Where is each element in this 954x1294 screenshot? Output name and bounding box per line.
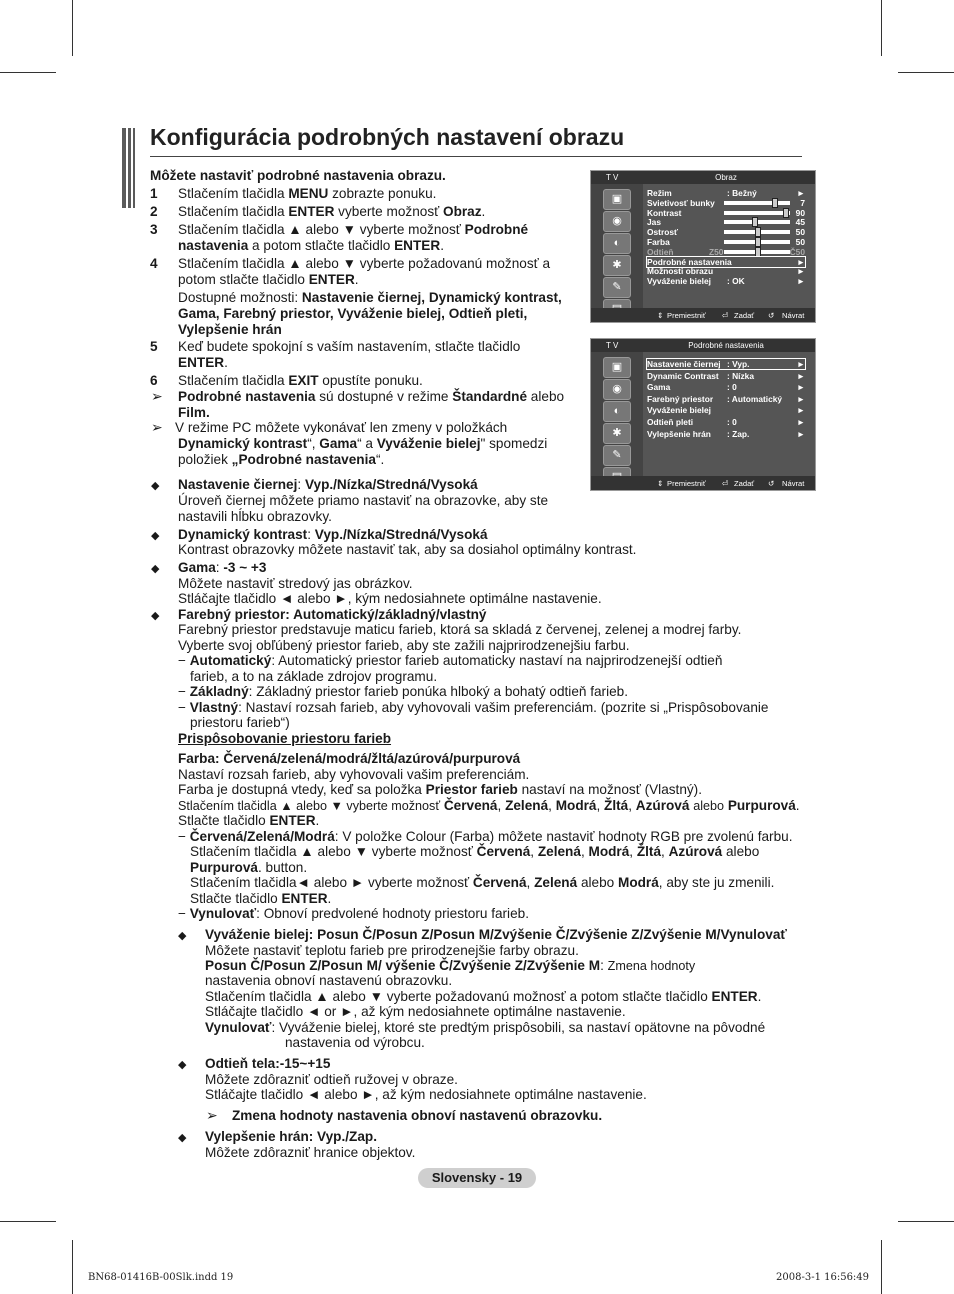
move-label: Premiestniť (667, 311, 706, 320)
sound-icon: ◉ (603, 211, 631, 232)
picture-icon: ▣ (603, 357, 631, 378)
return-label: Návrat (782, 311, 805, 320)
text-line: Stlačením tlačidla ENTER vyberte možnosť Obraz. (178, 204, 486, 219)
text-line: Stlačením tlačidla MENU zobrazte ponuku. (178, 186, 437, 201)
text-line: Stlačte tlačidlo ENTER. (178, 813, 320, 828)
text-line: Stláčajte tlačidlo ◄ alebo ►, kým nedosiahnete optimálne nastavenie. (178, 591, 602, 606)
move-icon: ⇕ (657, 311, 664, 320)
text-line: položiek „Podrobné nastavenia“. (178, 452, 385, 467)
text-line: Stlačením tlačidla EXIT opustíte ponuku. (178, 373, 423, 388)
tv-menu-item-value: : OK (727, 276, 745, 287)
tv-menu-item-label: Vylepšenie hrán (647, 428, 711, 439)
tv-menu-item[interactable] (647, 247, 805, 257)
text-line: Stlačením tlačidla◄ alebo ► vyberte možnosť Červená, Zelená alebo Modrá, aby ste ju zmenili. (190, 875, 775, 890)
tv-menu-item-num: ► (796, 370, 805, 381)
return-label: Návrat (782, 479, 805, 488)
tv-menu-item[interactable] (647, 382, 805, 392)
tv-menu-item-label: Farebný priestor (647, 393, 714, 404)
crop-mark (898, 1221, 954, 1222)
text-line: Farba: Červená/zelená/modrá/žltá/azúrová/purpurová (178, 751, 521, 766)
tv-menu-item-num: Č50 (789, 246, 805, 257)
tv-menu-item-value: : Nízka (727, 370, 754, 381)
text-line: Gama, Farebný priestor, Vyváženie bielej, Odtieň pleti, (178, 306, 528, 321)
title-rule (150, 156, 802, 157)
tv-menu-item-num: ► (796, 266, 805, 277)
tv-menu-item-num: ► (796, 188, 805, 198)
text-line: Nastaví rozsah farieb, aby vyhovovali vašim preferenciám. (178, 767, 530, 782)
input-icon: ✎ (603, 445, 631, 466)
crop-mark (881, 1240, 882, 1294)
enter-label: Zadať (734, 311, 755, 320)
tv-menu-slider-knob (755, 247, 761, 257)
crop-mark (0, 1221, 56, 1222)
diamond-bullet-icon: ◆ (151, 480, 160, 492)
tv-menu-item-num: ► (796, 359, 805, 369)
setup-icon: ✱ (603, 423, 631, 444)
tv-menu-slider (724, 250, 790, 254)
tv-menu-item-value: : Bežný (727, 188, 757, 198)
enter-label: Zadať (734, 479, 755, 488)
tv-menu-item-value: : 0 (727, 417, 737, 427)
tv-menu-item[interactable] (647, 257, 805, 267)
note-arrow-icon: ➢ (151, 388, 163, 404)
tv-menu-item[interactable] (647, 276, 805, 286)
tv-menu-item[interactable] (647, 429, 805, 439)
text-line: Farba je dostupná vtedy, keď sa položka Priestor farieb nastaví na možnosť (Vlastný). (178, 782, 702, 797)
tv-menu-detailed-settings (590, 338, 816, 491)
crop-mark (72, 1240, 73, 1294)
diamond-bullet-icon: ◆ (178, 1132, 187, 1144)
tv-menu-item-num: 50 (795, 237, 805, 247)
tv-menu-item-num: 7 (800, 197, 805, 208)
text-line: Vylepšenie hrán: Vyp./Zap. (205, 1129, 377, 1144)
text-line: Stlačením tlačidla ▲ alebo ▼ vyberte možnosť Podrobné (178, 222, 529, 237)
tv-menu-item-label: Nastavenie čiernej (647, 359, 721, 369)
text-line: Môžete nastaviť podrobné nastavenia obrazu. (150, 168, 446, 183)
text-line: − Vynulovať: Obnoví predvolené hodnoty priestoru farieb. (178, 906, 529, 921)
text-line: Úroveň čiernej môžete priamo nastaviť na obrazovke, aby ste (178, 493, 549, 508)
note-arrow-icon: ➢ (206, 1107, 218, 1123)
tv-menu-slider (724, 220, 790, 224)
tv-menu-slider-knob (755, 237, 761, 247)
text-line: Keď budete spokojní s vaším nastavením, stlačte tlačidlo (178, 339, 521, 354)
tv-label: T V (606, 341, 619, 350)
tv-menu-item[interactable] (647, 417, 805, 427)
step-number: 1 (150, 186, 158, 201)
enter-icon: ⏎ (722, 311, 729, 320)
tv-menu-slider (724, 211, 790, 215)
tv-menu-item[interactable] (647, 394, 805, 404)
tv-menu-item-label: Ostrosť (647, 227, 679, 238)
crop-mark (898, 72, 954, 73)
return-icon: ↺ (768, 311, 775, 320)
tv-menu-item[interactable] (647, 237, 805, 247)
tv-menu-title: Podrobné nastavenia (688, 341, 764, 350)
tv-menu-item[interactable] (647, 266, 805, 276)
text-line: − Červená/Zelená/Modrá: V položke Colour (Farba) môžete nastaviť hodnoty RGB pre zvolenú farbu. (178, 829, 793, 844)
text-line: Môžete zdôrazniť odtieň ružovej v obraze. (205, 1072, 458, 1087)
text-line: Film. (178, 405, 210, 420)
tv-menu-slider-knob (755, 227, 761, 237)
tv-menu-slider (724, 230, 790, 234)
tv-menu-item-label: Farba (647, 237, 670, 247)
tv-menu-item-value: : 0 (727, 382, 737, 393)
text-line: Stláčajte tlačidlo ◄ or ►, až kým nedosiahnete optimálne nastavenie. (205, 1004, 626, 1019)
tv-menu-item[interactable] (647, 217, 805, 227)
text-line: Posun Č/Posun Z/Posun M/ výšenie Č/Zvýšenie Z/Zvýšenie M: Zmena hodnoty (205, 958, 696, 973)
tv-menu-item[interactable] (647, 208, 805, 218)
text-line: Stlačením tlačidla ▲ alebo ▼ vyberte možnosť Červená, Zelená, Modrá, Žltá, Azúrová alebo (190, 844, 760, 859)
tv-menu-item[interactable] (647, 188, 805, 198)
tv-menu-header (591, 171, 815, 184)
diamond-bullet-icon: ◆ (151, 610, 160, 622)
text-line: farieb, a to na základe zdrojov programu. (190, 669, 438, 684)
text-line: Stlačte tlačidlo ENTER. (190, 891, 332, 906)
text-line: Môžete zdôrazniť hranice objektov. (205, 1145, 416, 1160)
text-line: Purpurová. button. (190, 860, 308, 875)
text-line: − Vlastný: Nastaví rozsah farieb, aby vyhovovali vašim preferenciám. (pozrite si „Prispôsobovanie (178, 700, 769, 715)
tv-menu-item-label: Dynamic Contrast (647, 370, 719, 381)
text-line: Stlačením tlačidla ▲ alebo ▼ vyberte požadovanú možnosť a (178, 256, 551, 271)
sound-icon: ◉ (603, 379, 631, 400)
tv-menu-item-value: : Vyp. (727, 359, 750, 369)
footer-timestamp: 2008-3-1 16:56:49 (776, 1272, 870, 1283)
text-line: Môžete nastaviť teplotu farieb pre prirodzenejšie farby obrazu. (205, 943, 579, 958)
text-line: Podrobné nastavenia sú dostupné v režime Štandardné alebo (178, 389, 565, 404)
tv-label: T V (606, 173, 619, 182)
step-number: 2 (150, 204, 158, 219)
tv-menu-item[interactable] (647, 198, 805, 208)
text-line: Kontrast obrazovky môžete nastaviť tak, aby sa dosiahol optimálny kontrast. (178, 542, 637, 557)
crop-mark (0, 72, 56, 73)
tv-menu-item-num: 45 (795, 217, 805, 228)
tv-menu-item-label: Odtieň (647, 246, 674, 257)
setup-icon: ✱ (603, 255, 631, 276)
channel-icon: ◐ (603, 401, 631, 422)
picture-icon: ▣ (603, 189, 631, 210)
tv-menu-item-label: Kontrast (647, 207, 682, 218)
channel-icon: ◐ (603, 233, 631, 254)
tv-menu-item-num: 50 (795, 227, 805, 238)
tv-menu-slider (724, 201, 790, 205)
text-line: Vylepšenie hrán (178, 322, 282, 337)
note-arrow-icon: ➢ (151, 419, 163, 435)
text-line: Môžete nastaviť stredový jas obrázkov. (178, 576, 413, 591)
tv-menu-item-num: ► (796, 428, 805, 439)
tv-menu-item-label: Vyváženie bielej (647, 276, 711, 287)
text-line: Dynamický kontrast“, Gama“ a Vyváženie bielej" spomedzi (178, 436, 548, 451)
text-line: Vyberte svoj obľúbený priestor farieb, aby ste zažili najprirodzenejšiu farbu. (178, 638, 630, 653)
tv-menu-item-num: ► (796, 276, 805, 287)
tv-menu-sidebar (591, 352, 643, 476)
text-line: potom stlačte tlačidlo ENTER. (178, 272, 359, 287)
text-line: V režime PC môžete vykonávať len zmeny v položkách (175, 420, 508, 435)
tv-menu-item[interactable] (647, 371, 805, 381)
move-icon: ⇕ (657, 479, 664, 488)
tv-menu-slider (724, 240, 790, 244)
footer-file-info: BN68-01416B-00Slk.indd 19 (88, 1272, 234, 1283)
text-line: Farebný priestor predstavuje maticu farieb, ktorá sa skladá z červenej, zelenej a modrej farby. (178, 622, 742, 637)
text-line: Stlačením tlačidla ▲ alebo ▼ vyberte požadovanú možnosť a potom stlačte tlačidlo ENTER. (205, 989, 762, 1004)
tv-menu-item-label: Režim (647, 188, 672, 198)
text-line: Zmena hodnoty nastavenia obnoví nastavenú obrazovku. (232, 1108, 603, 1123)
tv-menu-picture (590, 170, 816, 323)
step-number: 3 (150, 222, 158, 237)
tv-menu-slider-knob (752, 217, 758, 227)
enter-icon: ⏎ (722, 479, 729, 488)
tv-menu-item-num: ► (796, 256, 805, 267)
diamond-bullet-icon: ◆ (151, 563, 160, 575)
text-line: Prispôsobovanie priestoru farieb (178, 731, 392, 746)
text-line: Dynamický kontrast: Vyp./Nízka/Stredná/Vysoká (178, 527, 488, 542)
tv-menu-item-label: Gama (647, 382, 671, 393)
tv-menu-item-label: Jas (647, 217, 661, 228)
text-line: Stlačením tlačidla ▲ alebo ▼ vyberte možnosť Červená, Zelená, Modrá, Žltá, Azúrová alebo Purpurová. (178, 798, 800, 813)
text-line: nastavenia od výrobcu. (285, 1035, 425, 1050)
text-line: − Základný: Základný priestor farieb ponúka hlboký a bohatý odtieň farieb. (178, 684, 629, 699)
tv-menu-item-label: Svietivosť bunky (647, 197, 715, 208)
return-icon: ↺ (768, 479, 775, 488)
tv-menu-item-num: 90 (795, 207, 805, 218)
tv-menu-item-value: : Automatický (727, 393, 783, 404)
diamond-bullet-icon: ◆ (178, 1059, 187, 1071)
text-line: Dostupné možnosti: Nastavenie čiernej, Dynamický kontrast, (178, 290, 562, 305)
tv-menu-footer (591, 476, 815, 490)
step-number: 6 (150, 373, 158, 388)
text-line: Farebný priestor: Automatický/základný/vlastný (178, 607, 487, 622)
text-line: − Automatický: Automatický priestor farieb automaticky nastaví na najprirodzenejší odtieň (178, 653, 723, 668)
tv-menu-item-num: ► (796, 382, 805, 393)
text-line: nastavenia obnoví nastavenú obrazovku. (205, 973, 453, 988)
page-number-badge: Slovensky - 19 (418, 1168, 536, 1188)
tv-menu-item-num: ► (796, 405, 805, 416)
input-icon: ✎ (603, 277, 631, 298)
tv-menu-item[interactable] (647, 227, 805, 237)
tv-menu-item-value: : Zap. (727, 428, 750, 439)
move-label: Premiestniť (667, 479, 706, 488)
text-line: Stláčajte tlačidlo ◄ alebo ►, až kým nedosiahnete optimálne nastavenie. (205, 1087, 647, 1102)
diamond-bullet-icon: ◆ (178, 930, 187, 942)
tv-menu-title: Obraz (715, 173, 737, 182)
tv-menu-item-label: Podrobné nastavenia (647, 256, 732, 267)
text-line: priestoru farieb“) (190, 715, 290, 730)
text-line: nastavenia a potom stlačte tlačidlo ENTER. (178, 238, 444, 253)
tv-menu-item[interactable] (647, 405, 805, 415)
tv-menu-slider-knob (783, 208, 789, 218)
tv-menu-item[interactable] (647, 359, 805, 369)
diamond-bullet-icon: ◆ (151, 530, 160, 542)
tv-menu-sidebar (591, 184, 643, 308)
tv-menu-footer (591, 308, 815, 322)
text-line: Vynulovať: Vyváženie bielej, ktoré ste predtým prispôsobili, sa nastaví opätovne na pôvodné (205, 1020, 766, 1035)
text-line: Vyváženie bielej: Posun Č/Posun Z/Posun M/Zvýšenie Č/Zvýšenie Z/Zvýšenie M/Vynulovať (205, 927, 787, 942)
text-line: Odtieň tela:-15~+15 (205, 1056, 331, 1071)
step-number: 5 (150, 339, 158, 354)
tv-menu-item-num: ► (796, 393, 805, 404)
crop-mark (72, 0, 73, 56)
tv-menu-item-label: Možnosti obrazu (647, 266, 714, 277)
crop-mark (881, 0, 882, 56)
tv-menu-item-num: ► (796, 417, 805, 427)
tv-menu-slider-knob (772, 198, 778, 208)
text-line: nastavili hĺbku obrazovky. (178, 509, 332, 524)
page-title: Konfigurácia podrobných nastavení obrazu (150, 124, 625, 150)
tv-menu-item-value: Z50 (709, 246, 724, 257)
tv-menu-item-label: Vyváženie bielej (647, 405, 711, 416)
step-number: 4 (150, 256, 158, 271)
tv-menu-header (591, 339, 815, 352)
text-line: Gama: -3 ~ +3 (178, 560, 267, 575)
text-line: Nastavenie čiernej: Vyp./Nízka/Stredná/Vysoká (178, 477, 478, 492)
text-line: ENTER. (178, 355, 228, 370)
tv-menu-item-label: Odtieň pleti (647, 417, 694, 427)
